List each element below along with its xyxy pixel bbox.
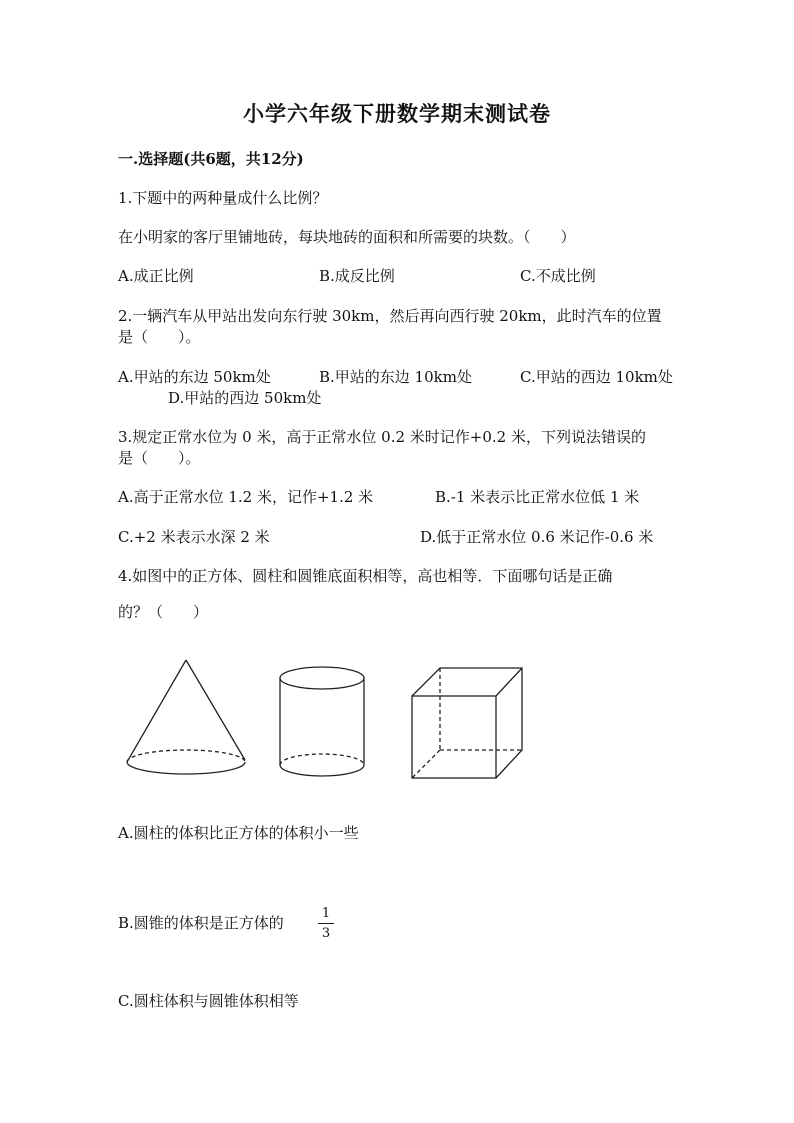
question-1-context: 在小明家的客厅里铺地砖，每块地砖的面积和所需要的块数。（ ） xyxy=(118,228,576,246)
question-3-option-a[interactable]: A.高于正常水位 1.2 米，记作+1.2 米 xyxy=(118,488,374,506)
question-3-stem-line2: 是（ ）。 xyxy=(118,449,201,467)
question-1-option-c[interactable]: C.不成比例 xyxy=(520,267,596,285)
question-3-option-d[interactable]: D.低于正常水位 0.6 米记作-0.6 米 xyxy=(420,528,654,546)
cube-figure xyxy=(412,668,522,778)
question-4-stem-line2: 的？（ ） xyxy=(118,603,209,621)
question-2-option-d[interactable]: D.甲站的西边 50km处 xyxy=(168,389,322,407)
question-4-stem-line1: 4.如图中的正方体、圆柱和圆锥底面积相等，高也相等．下面哪句话是正确 xyxy=(118,567,613,585)
question-1-option-b[interactable]: B.成反比例 xyxy=(319,267,395,285)
fraction-denominator: 3 xyxy=(321,926,331,941)
question-4-option-b[interactable]: B.圆锥的体积是正方体的 xyxy=(118,914,284,932)
question-2-option-b[interactable]: B.甲站的东边 10km处 xyxy=(319,368,472,386)
page-title: 小学六年级下册数学期末测试卷 xyxy=(243,101,551,126)
question-1-option-a[interactable]: A.成正比例 xyxy=(118,267,194,285)
question-2-stem-line2: 是（ ）。 xyxy=(118,328,201,346)
question-3-option-c[interactable]: C.+2 米表示水深 2 米 xyxy=(118,528,270,546)
question-1-stem: 1.下题中的两种量成什么比例？ xyxy=(118,189,328,207)
fraction-numerator: 1 xyxy=(321,906,331,921)
question-2-option-a[interactable]: A.甲站的东边 50km处 xyxy=(118,368,271,386)
cylinder-figure xyxy=(280,667,364,776)
question-3-stem-line1: 3.规定正常水位为 0 米，高于正常水位 0.2 米时记作+0.2 米，下列说法错误的 xyxy=(118,428,646,446)
question-4-option-c[interactable]: C.圆柱体积与圆锥体积相等 xyxy=(118,992,299,1010)
question-2-stem-line1: 2.一辆汽车从甲站出发向东行驶 30km，然后再向西行驶 20km，此时汽车的位置 xyxy=(118,307,662,325)
fraction-one-third xyxy=(318,907,334,940)
cone-figure xyxy=(127,660,245,774)
question-2-option-c[interactable]: C.甲站的西边 10km处 xyxy=(520,368,673,386)
section-heading: 一.选择题(共6题，共12分) xyxy=(118,150,304,168)
question-3-option-b[interactable]: B.-1 米表示比正常水位低 1 米 xyxy=(435,488,640,506)
question-4-option-a[interactable]: A.圆柱的体积比正方体的体积小一些 xyxy=(118,824,359,842)
